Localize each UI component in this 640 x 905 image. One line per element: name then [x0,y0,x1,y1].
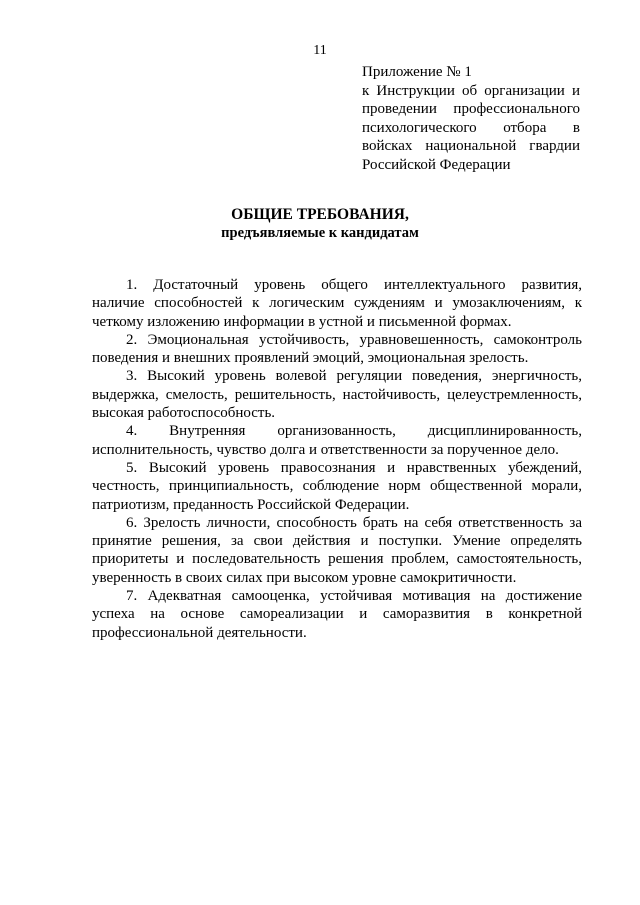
paragraph-line: 5. Высокий уровень правосознания и нравственных убеждений, [126,459,582,476]
requirement-item-4 [92,422,582,459]
paragraph-line: принятие решения, за свои действия и поступки. Умение определять [92,533,582,550]
page-number: 11 [313,43,327,58]
appendix-line: психологического отбора в [362,119,580,136]
appendix-line: войсках национальной гвардии [362,138,580,154]
requirement-item-6 [92,514,582,587]
paragraph-line: честность, принципиальность, соблюдение норм общественной морали, [92,478,582,495]
paragraph-line: 4. Внутренняя организованность, дисциплинированность, [126,423,582,440]
paragraph-line: выдержка, смелость, решительность, настойчивость, целеустремленность, [92,386,582,403]
paragraph-line: 7. Адекватная самооценка, устойчивая мотивация на достижение [126,588,582,605]
paragraph-line: 2. Эмоциональная устойчивость, уравновешенность, самоконтроль [126,331,582,348]
appendix-line: проведении профессионального [362,101,580,117]
paragraph-line: профессиональной деятельности. [92,624,307,641]
paragraph-line: 1. Достаточный уровень общего интеллектуального развития, [126,277,582,293]
paragraph-line: 3. Высокий уровень волевой регуляции поведения, энергичность, [126,368,582,385]
requirement-item-2 [92,331,582,368]
heading-subtitle: предъявляемые к кандидатам [221,225,419,241]
appendix-line: Приложение № 1 [362,64,472,80]
paragraph-line: 6. Зрелость личности, способность брать на себя ответственность за [126,514,582,531]
paragraph-line: высокая работоспособность. [92,405,276,422]
requirement-item-3 [92,367,582,422]
paragraph-line: приоритеты и последовательность решения проблем, самостоятельность, [92,551,582,568]
requirement-item-7 [92,587,582,642]
requirement-item-1 [92,276,582,331]
paragraph-line: исполнительность, чувство долга и ответственности за порученное дело. [92,441,559,458]
appendix-line: Российской Федерации [362,156,511,173]
paragraph-line: уверенность в своих силах при высоком уровне самокритичности. [92,569,517,586]
appendix-line: к Инструкции об организации и [362,82,580,99]
requirements-list [92,276,582,642]
appendix-header [362,63,580,174]
heading-title: ОБЩИЕ ТРЕБОВАНИЯ, [231,206,409,223]
paragraph-line: наличие способностей к логическим суждениям и умозаключениям, к [92,295,582,312]
paragraph-line: четкому изложению информации в устной и письменной формах. [92,313,512,330]
requirement-item-5 [92,459,582,514]
paragraph-line: патриотизм, преданность Российской Федерации. [92,496,410,513]
paragraph-line: поведения и внешних проявлений эмоций, эмоциональная зрелость. [92,350,529,367]
paragraph-line: успеха на основе самореализации и саморазвития в конкретной [92,606,582,623]
document-heading [0,205,640,243]
